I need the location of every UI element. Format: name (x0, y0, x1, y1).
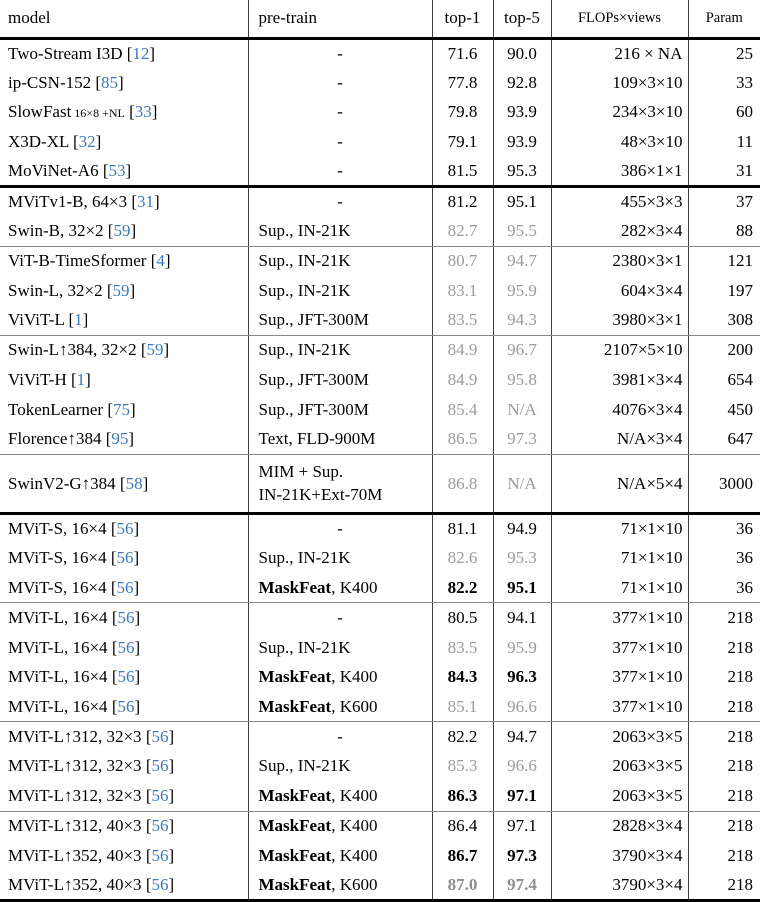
pretrain-line1: MIM + Sup. (258, 462, 344, 482)
pretrain-cell: MaskFeat, K400 (248, 662, 432, 692)
param-cell: 218 (688, 871, 760, 901)
param-cell: 218 (688, 781, 760, 811)
citation-link[interactable]: 32 (78, 132, 96, 152)
top1-cell: 81.5 (432, 157, 493, 187)
pretrain-cell: Sup., IN-21K (248, 246, 432, 276)
flops-cell: 604×3×4 (551, 276, 688, 306)
top5-cell: 96.6 (493, 692, 551, 722)
top1-cell: 85.3 (432, 752, 493, 782)
param-cell: 121 (688, 246, 760, 276)
top5-cell: 95.1 (493, 573, 551, 603)
table-row (0, 38, 760, 68)
table-row (0, 276, 760, 306)
flops-cell: 216 × NA (551, 38, 688, 68)
table-row (0, 633, 760, 663)
pretrain-cell: MaskFeat, K400 (248, 811, 432, 841)
citation-link[interactable]: 75 (113, 399, 131, 419)
param-cell: 60 (688, 97, 760, 127)
pretrain-cell: Sup., IN-21K (248, 216, 432, 246)
table-row (0, 514, 760, 544)
model-name: MViT-L↑312, 32×3 (8, 785, 142, 805)
table-row (0, 811, 760, 841)
model-name: Swin-B, 32×2 (8, 221, 104, 241)
flops-cell: 282×3×4 (551, 216, 688, 246)
flops-cell: 2380×3×1 (551, 246, 688, 276)
param-cell: 31 (688, 157, 760, 187)
top1-cell: 86.8 (432, 454, 493, 513)
top5-cell: 94.7 (493, 246, 551, 276)
flops-cell: 2828×3×4 (551, 811, 688, 841)
model-name: MViT-L↑312, 40×3 (8, 816, 142, 836)
citation-link[interactable]: 56 (151, 845, 169, 865)
flops-cell: 3981×3×4 (551, 365, 688, 395)
top5-cell: 94.3 (493, 306, 551, 336)
model-cell: MViT-S, 16×4 [56] (8, 548, 140, 568)
table-header (0, 0, 760, 38)
pretrain-cell: Sup., IN-21K (248, 276, 432, 306)
table-row (0, 306, 760, 336)
pretrain-cell: - (248, 157, 432, 187)
model-cell: Swin-B, 32×2 [59] (0, 216, 248, 246)
model-cell: MViT-S, 16×4 [56] (8, 519, 140, 539)
model-cell: X3D-XL [32] (8, 132, 102, 152)
pretrain-cell: - (248, 38, 432, 68)
model-cell: SwinV2-G↑384 [58] (0, 454, 248, 513)
citation-link[interactable]: 31 (137, 192, 154, 212)
table-row (0, 603, 760, 633)
header-row (0, 0, 760, 38)
pretrain-cell: Text, FLD-900M (248, 425, 432, 455)
top1-cell: 84.9 (432, 335, 493, 365)
table-row (0, 841, 760, 871)
model-cell: MViT-L↑312, 32×3 [56] (8, 727, 175, 746)
param-cell: 25 (688, 38, 760, 68)
citation-link[interactable]: 56 (116, 519, 134, 539)
top5-cell: 95.8 (493, 365, 551, 395)
top5-cell: 97.1 (493, 781, 551, 811)
model-name: MViT-L, 16×4 (8, 608, 108, 628)
param-cell: 218 (688, 692, 760, 722)
model-name: ViViT-L (8, 310, 65, 330)
pretrain-cell: Sup., JFT-300M (248, 365, 432, 395)
model-name: SlowFast (8, 102, 72, 122)
model-name: MViT-S, 16×4 (8, 577, 107, 597)
pretrain-method-bold: MaskFeat (258, 577, 332, 597)
param-cell: 11 (688, 127, 760, 157)
citation-link[interactable]: 53 (108, 161, 126, 181)
flops-cell: 2063×3×5 (551, 781, 688, 811)
model-name: SwinV2-G↑384 (8, 473, 116, 493)
model-cell: Florence↑384 [95] (0, 425, 248, 455)
param-cell: 33 (688, 68, 760, 98)
table-row (0, 871, 760, 901)
table-row (0, 395, 760, 425)
table-row (0, 216, 760, 246)
top5-cell: 96.3 (493, 662, 551, 692)
model-cell: MViT-L↑312, 40×3 [56] (8, 816, 175, 836)
model-cell: MoViNet-A6 [53] (0, 157, 248, 187)
pretrain-cell: Sup., IN-21K (248, 752, 432, 782)
model-cell: MViT-L↑312, 32×3 [56] (0, 781, 248, 811)
top5-cell: 94.9 (493, 514, 551, 544)
model-name: MoViNet-A6 (8, 161, 99, 181)
flops-cell: 3980×3×1 (551, 306, 688, 336)
top1-cell: 77.8 (432, 68, 493, 98)
pretrain-cell: MaskFeat, K400 (248, 781, 432, 811)
model-name: Two-Stream I3D (8, 43, 123, 63)
top5-cell: 96.6 (493, 752, 551, 782)
flops-cell: 2063×3×5 (551, 752, 688, 782)
pretrain-cell: Sup., IN-21K (248, 335, 432, 365)
flops-cell: 377×1×10 (551, 633, 688, 663)
param-cell: 36 (688, 514, 760, 544)
param-cell: 197 (688, 276, 760, 306)
param-cell: 647 (688, 425, 760, 455)
top1-cell: 81.2 (432, 187, 493, 217)
pretrain-method-bold: MaskFeat (258, 845, 332, 865)
pretrain-line2: IN-21K+Ext-70M (258, 484, 383, 504)
top5-cell: 95.1 (493, 187, 551, 217)
pretrain-cell: - (248, 514, 432, 544)
model-cell: MViT-L, 16×4 [56] (0, 692, 248, 722)
table-row (0, 425, 760, 455)
flops-cell: 48×3×10 (551, 127, 688, 157)
top5-cell: 94.1 (493, 603, 551, 633)
top5-cell: 95.3 (493, 157, 551, 187)
top5-cell: 92.8 (493, 68, 551, 98)
top1-cell: 82.7 (432, 216, 493, 246)
top1-cell: 86.3 (432, 781, 493, 811)
pretrain-method-bold: MaskFeat (258, 696, 332, 716)
pretrain-method-bold: MaskFeat (258, 874, 332, 894)
table-row (0, 187, 760, 217)
model-name: ViViT-H (8, 369, 67, 389)
top1-cell: 80.5 (432, 603, 493, 633)
model-name: Swin-L, 32×2 (8, 280, 103, 300)
param-cell: 218 (688, 633, 760, 663)
top1-cell: 79.1 (432, 127, 493, 157)
top1-cell: 82.2 (432, 722, 493, 752)
citation-link[interactable]: 56 (116, 548, 134, 568)
citation-link[interactable]: 56 (117, 667, 135, 687)
table-row (0, 335, 760, 365)
model-name: ip-CSN-152 (8, 72, 92, 92)
flops-cell: 109×3×10 (551, 68, 688, 98)
model-name: MViT-S, 16×4 (8, 548, 107, 568)
citation-link[interactable]: 56 (151, 785, 169, 805)
param-cell: 218 (688, 841, 760, 871)
flops-cell: 3790×3×4 (551, 871, 688, 901)
model-cell: ViViT-H [1] (8, 369, 91, 389)
top1-cell: 84.9 (432, 365, 493, 395)
table-row (0, 157, 760, 187)
top1-cell: 83.1 (432, 276, 493, 306)
model-name: Swin-L↑384, 32×2 (8, 340, 137, 360)
citation-link[interactable]: 56 (117, 637, 135, 657)
pretrain-cell: MaskFeat, K600 (248, 692, 432, 722)
model-name: MViT-L, 16×4 (8, 696, 108, 716)
pretrain-cell: Sup., JFT-300M (248, 306, 432, 336)
flops-cell: 71×1×10 (551, 573, 688, 603)
model-name: MViT-L, 16×4 (8, 637, 108, 657)
table-row (0, 662, 760, 692)
top1-cell: 84.3 (432, 662, 493, 692)
param-cell: 3000 (688, 454, 760, 513)
model-name: Florence↑384 (8, 429, 102, 449)
table-row (0, 68, 760, 98)
flops-cell: 234×3×10 (551, 97, 688, 127)
model-cell: MViT-S, 16×4 [56] (0, 573, 248, 603)
citation-link[interactable]: 56 (151, 874, 169, 894)
citation-link[interactable]: 85 (101, 72, 119, 92)
model-cell: MViT-L↑352, 40×3 [56] (8, 845, 175, 865)
flops-cell: 377×1×10 (551, 603, 688, 633)
top1-cell: 80.7 (432, 246, 493, 276)
param-cell: 308 (688, 306, 760, 336)
pretrain-cell (248, 454, 432, 513)
citation-link[interactable]: 56 (117, 608, 135, 628)
citation-link[interactable]: 59 (113, 221, 131, 241)
model-cell: SlowFast 16×8 +NL [33] (8, 102, 158, 122)
citation-link[interactable]: 33 (134, 102, 152, 122)
top1-cell: 82.6 (432, 543, 493, 573)
column-header-param: Param (688, 0, 760, 38)
pretrain-cell: Sup., IN-21K (248, 543, 432, 573)
pretrain-cell: - (248, 68, 432, 98)
param-cell: 450 (688, 395, 760, 425)
top5-cell: 97.3 (493, 841, 551, 871)
model-cell: TokenLearner [75] (8, 399, 136, 419)
flops-cell: 377×1×10 (551, 692, 688, 722)
table-row (0, 127, 760, 157)
column-header-top5: top-5 (493, 0, 551, 38)
param-cell: 218 (688, 752, 760, 782)
table-row (0, 454, 760, 513)
param-cell: 36 (688, 573, 760, 603)
top5-cell: 96.7 (493, 335, 551, 365)
table-row (0, 365, 760, 395)
flops-cell: 377×1×10 (551, 662, 688, 692)
top1-cell: 85.4 (432, 395, 493, 425)
citation-link[interactable]: 59 (112, 280, 130, 300)
pretrain-cell: - (248, 187, 432, 217)
top1-cell: 86.4 (432, 811, 493, 841)
model-cell: MViT-L, 16×4 [56] (8, 637, 141, 657)
top1-cell: 79.8 (432, 97, 493, 127)
model-cell: ip-CSN-152 [85] (8, 72, 124, 92)
citation-link[interactable]: 58 (125, 473, 143, 493)
citation-link[interactable]: 12 (132, 43, 150, 63)
param-cell: 88 (688, 216, 760, 246)
param-cell: 654 (688, 365, 760, 395)
top5-cell: 94.7 (493, 722, 551, 752)
flops-cell: N/A×3×4 (551, 425, 688, 455)
top5-cell: N/A (493, 454, 551, 513)
flops-cell: 2107×5×10 (551, 335, 688, 365)
top5-cell: 95.9 (493, 276, 551, 306)
citation-link[interactable]: 56 (117, 696, 135, 716)
flops-cell: 455×3×3 (551, 187, 688, 217)
param-cell: 218 (688, 811, 760, 841)
flops-cell: 4076×3×4 (551, 395, 688, 425)
param-cell: 200 (688, 335, 760, 365)
flops-cell: N/A×5×4 (551, 454, 688, 513)
top5-cell: 95.9 (493, 633, 551, 663)
top5-cell: 90.0 (493, 38, 551, 68)
top1-cell: 83.5 (432, 306, 493, 336)
table-row (0, 692, 760, 722)
pretrain-cell: - (248, 603, 432, 633)
top5-cell: 95.3 (493, 543, 551, 573)
top5-cell: 95.5 (493, 216, 551, 246)
flops-cell: 71×1×10 (551, 543, 688, 573)
pretrain-cell: MaskFeat, K400 (248, 841, 432, 871)
model-cell: Two-Stream I3D [12] (8, 43, 156, 63)
column-header-flops: FLOPs×views (551, 0, 688, 38)
pretrain-method-bold: MaskFeat (258, 816, 332, 836)
model-name: MViT-L↑352, 40×3 (8, 845, 142, 865)
param-cell: 218 (688, 722, 760, 752)
top5-cell: 97.4 (493, 871, 551, 901)
table-row (0, 97, 760, 127)
top5-cell: N/A (493, 395, 551, 425)
top1-cell: 81.1 (432, 514, 493, 544)
model-name: MViT-L, 16×4 (8, 667, 108, 687)
model-name: X3D-XL (8, 132, 69, 152)
pretrain-cell: Sup., JFT-300M (248, 395, 432, 425)
flops-cell: 3790×3×4 (551, 841, 688, 871)
citation-link[interactable]: 56 (151, 756, 169, 776)
table-row (0, 752, 760, 782)
column-header-model: model (0, 0, 248, 38)
model-cell: MViT-L, 16×4 [56] (8, 608, 141, 628)
flops-cell: 386×1×1 (551, 157, 688, 187)
top1-cell: 83.5 (432, 633, 493, 663)
pretrain-cell: - (248, 722, 432, 752)
column-header-top1: top-1 (432, 0, 493, 38)
flops-cell: 71×1×10 (551, 514, 688, 544)
pretrain-method-bold: MaskFeat (258, 785, 332, 805)
citation-link[interactable]: 1 (74, 310, 83, 330)
param-cell: 218 (688, 603, 760, 633)
pretrain-cell: MaskFeat, K400 (248, 573, 432, 603)
model-name: TokenLearner (8, 399, 104, 419)
pretrain-cell: MaskFeat, K600 (248, 871, 432, 901)
table-row (0, 722, 760, 752)
citation-link[interactable]: 59 (146, 340, 164, 360)
citation-link[interactable]: 56 (116, 577, 134, 597)
citation-link[interactable]: 56 (151, 727, 169, 746)
table-row (0, 573, 760, 603)
pretrain-method-bold: MaskFeat (258, 667, 332, 687)
model-name: MViT-L↑312, 32×3 (8, 756, 142, 776)
citation-link[interactable]: 95 (111, 429, 129, 449)
citation-link[interactable]: 56 (151, 816, 169, 836)
top1-cell: 82.2 (432, 573, 493, 603)
column-header-pretrain: pre-train (248, 0, 432, 38)
pretrain-cell: Sup., IN-21K (248, 633, 432, 663)
param-cell: 218 (688, 662, 760, 692)
model-name: MViT-S, 16×4 (8, 519, 107, 539)
table-row (0, 781, 760, 811)
pretrain-cell: - (248, 127, 432, 157)
model-cell: MViTv1-B, 64×3 [31] (8, 192, 160, 212)
top1-cell: 71.6 (432, 38, 493, 68)
top1-cell: 86.5 (432, 425, 493, 455)
results-table-body (0, 38, 760, 901)
table-row (0, 246, 760, 276)
citation-link[interactable]: 4 (156, 251, 165, 271)
top5-cell: 97.3 (493, 425, 551, 455)
model-cell: MViT-L↑312, 32×3 [56] (8, 756, 175, 776)
top5-cell: 93.9 (493, 97, 551, 127)
top1-cell: 87.0 (432, 871, 493, 901)
model-config-small: 16×8 +NL (71, 106, 125, 121)
pretrain-cell: - (248, 97, 432, 127)
model-name: ViT-B-TimeSformer (8, 251, 147, 271)
top1-cell: 85.1 (432, 692, 493, 722)
model-cell: Swin-L, 32×2 [59] (8, 280, 136, 300)
model-name: MViT-L↑352, 40×3 (8, 874, 142, 894)
model-cell: MViT-L↑352, 40×3 [56] (0, 871, 248, 901)
model-name: MViT-L↑312, 32×3 (8, 727, 142, 746)
flops-cell: 2063×3×5 (551, 722, 688, 752)
model-cell: ViViT-L [1] (0, 306, 248, 336)
param-cell: 37 (688, 187, 760, 217)
top5-cell: 97.1 (493, 811, 551, 841)
table-row (0, 543, 760, 573)
top1-cell: 86.7 (432, 841, 493, 871)
model-name: MViTv1-B, 64×3 (8, 192, 128, 212)
top5-cell: 93.9 (493, 127, 551, 157)
param-cell: 36 (688, 543, 760, 573)
model-cell: ViT-B-TimeSformer [4] (8, 251, 171, 271)
model-cell: MViT-L, 16×4 [56] (8, 667, 141, 687)
model-cell: Swin-L↑384, 32×2 [59] (8, 340, 170, 360)
citation-link[interactable]: 1 (76, 369, 86, 389)
